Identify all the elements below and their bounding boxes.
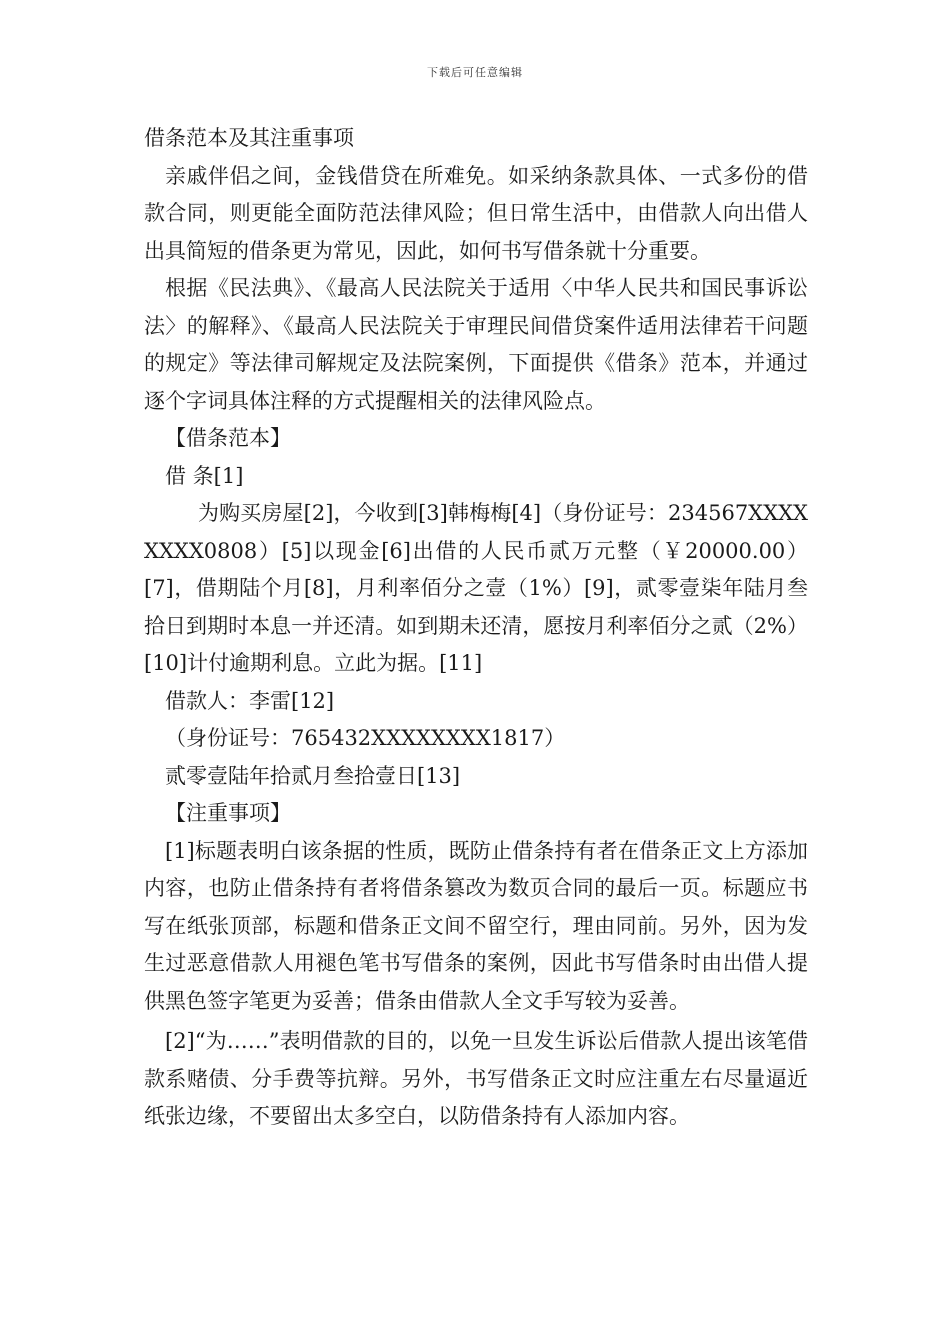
- borrower-line: 借款人：李雷[12]: [165, 688, 335, 713]
- template-body: 为购买房屋[2]，今收到[3]韩梅梅[4]（身份证号：234567XXXXXXXX0808）[5]以现金[6]出借的人民币贰万元整（￥20000.00）[7]，借期陆个月[8]，月利率佰分之壹（1%）[9]，贰零壹柒年陆月叁拾日到期时本息一并还清。如到期未还清，愿按月利率佰分之贰（2%）[10]计付逾期利息。立此为据。[11]: [144, 501, 808, 675]
- section-heading-template: 【借条范本】: [165, 426, 291, 450]
- intro-paragraph-1: 亲戚伴侣之间，金钱借贷在所难免。如采纳条款具体、一式多份的借款合同，则更能全面防范法律风险；但日常生活中，由借款人向出借人出具简短的借条更为常见，因此，如何书写借条就十分重要。: [144, 163, 808, 263]
- document-title: 借条范本及其注重事项: [144, 126, 354, 150]
- date-line: 贰零壹陆年拾贰月叁拾壹日[13]: [165, 763, 461, 788]
- note-2: [2]“为……”表明借款的目的，以免一旦发生诉讼后借款人提出该笔借款系赌债、分手费等抗辩。另外，书写借条正文时应注重左右尽量逼近纸张边缘，不要留出太多空白，以防借条持有人添加内容。: [144, 1029, 808, 1128]
- template-title: 借 条[1]: [165, 463, 244, 488]
- page-header-watermark: 下载后可任意编辑: [427, 66, 523, 79]
- note-1: [1]标题表明白该条据的性质，既防止借条持有者在借条正文上方添加内容，也防止借条持有者将借条篡改为数页合同的最后一页。标题应书写在纸张顶部，标题和借条正文间不留空行，理由同前。另外，因为发生过恶意借款人用褪色笔书写借条的案例，因此书写借条时由出借人提供黑色签字笔更为妥善；借条由借款人全文手写较为妥善。: [144, 838, 808, 1013]
- document-body: [144, 120, 808, 1136]
- section-heading-notes: 【注重事项】: [165, 801, 291, 825]
- intro-paragraph-2: 根据《民法典》、《最高人民法院关于适用〈中华人民共和国民事诉讼法〉的解释》、《最高人民法院关于审理民间借贷案件适用法律若干问题的规定》等法律司解规定及法院案例，下面提供《借条》范本，并通过逐个字词具体注释的方式提醒相关的法律风险点。: [144, 276, 808, 413]
- borrower-id-line: （身份证号：765432XXXXXXXX1817）: [165, 726, 566, 750]
